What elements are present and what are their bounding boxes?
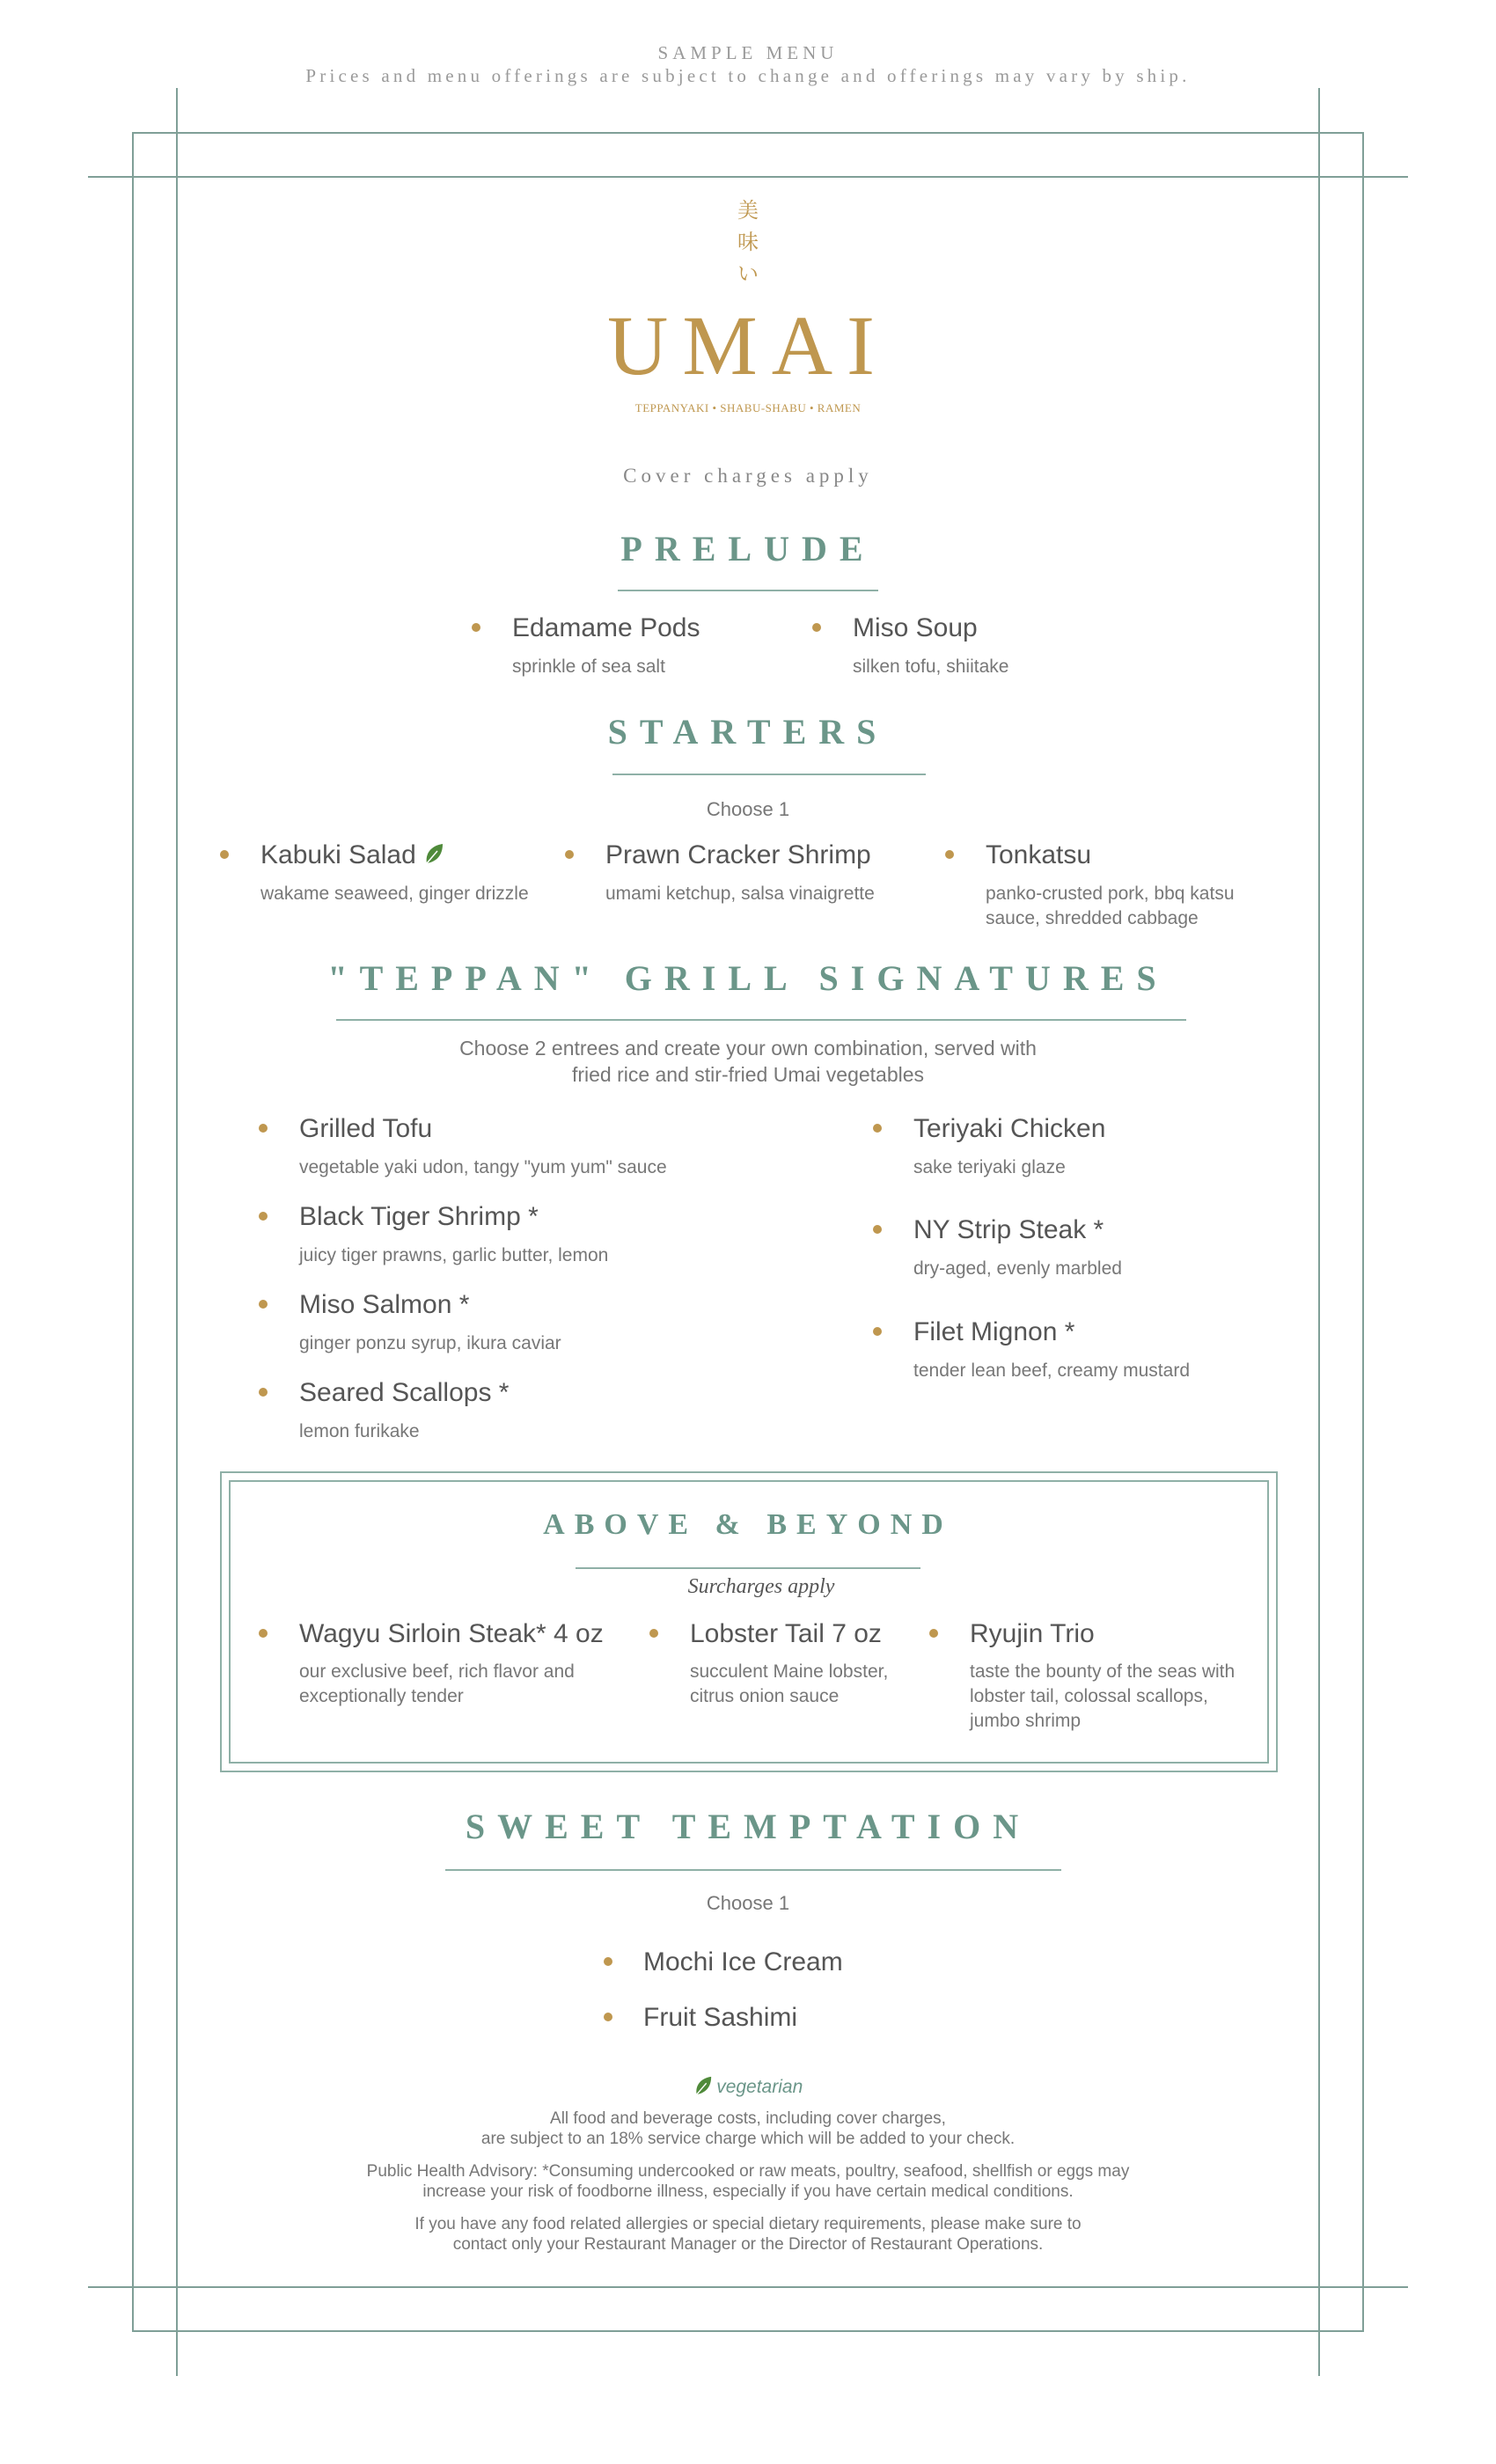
allergy-1: If you have any food related allergies or special dietary requirements, please make sure to bbox=[414, 2215, 1082, 2233]
kanji-logo: 美 味 い bbox=[737, 199, 759, 286]
disclaimer: Prices and menu offerings are subject to change and offerings may vary by ship. bbox=[305, 65, 1191, 86]
vegetarian-leaf-icon bbox=[693, 2075, 713, 2096]
service-charge-2: are subject to an 18% service charge which will be added to your check. bbox=[480, 2130, 1016, 2148]
service-charge-1: All food and beverage costs, including cover charges, bbox=[550, 2109, 946, 2128]
teppan-note-1: Choose 2 entrees and create your own combination, served with bbox=[459, 1037, 1037, 1060]
teppan-note-2: fried rice and stir-fried Umai vegetables bbox=[571, 1063, 925, 1086]
advisory-1: Public Health Advisory: *Consuming undercooked or raw meats, poultry, seafood, shellfish or eggs may bbox=[366, 2162, 1130, 2181]
starters-note: Choose 1 bbox=[706, 798, 790, 820]
cover-charge-note: Cover charges apply bbox=[623, 465, 873, 487]
teppan-title: "TEPPAN" GRILL SIGNATURES bbox=[327, 958, 1169, 998]
sweet-note: Choose 1 bbox=[706, 1892, 790, 1914]
teppan-rule bbox=[336, 1019, 1186, 1021]
vegetarian-legend: vegetarian bbox=[0, 2075, 1496, 2098]
starters-rule bbox=[612, 774, 926, 775]
brand-name: UMAI bbox=[607, 298, 889, 392]
brand-tagline: TEPPANYAKI • SHABU-SHABU • RAMEN bbox=[634, 401, 862, 414]
starters-title: STARTERS bbox=[607, 712, 889, 752]
above-rule bbox=[576, 1567, 920, 1569]
sample-menu-label: SAMPLE MENU bbox=[657, 42, 839, 63]
above-title: ABOVE & BEYOND bbox=[543, 1508, 953, 1541]
prelude-title: PRELUDE bbox=[620, 529, 876, 568]
sweet-title: SWEET TEMPTATION bbox=[465, 1807, 1031, 1846]
allergy-2: contact only your Restaurant Manager or the Director of Restaurant Operations. bbox=[452, 2235, 1044, 2254]
sweet-rule bbox=[445, 1869, 1061, 1871]
advisory-2: increase your risk of foodborne illness, especially if you have certain medical conditions. bbox=[422, 2182, 1074, 2201]
vegetarian-leaf-icon bbox=[423, 842, 444, 865]
surcharge-note: Surcharges apply bbox=[687, 1575, 835, 1598]
prelude-rule bbox=[618, 590, 878, 591]
